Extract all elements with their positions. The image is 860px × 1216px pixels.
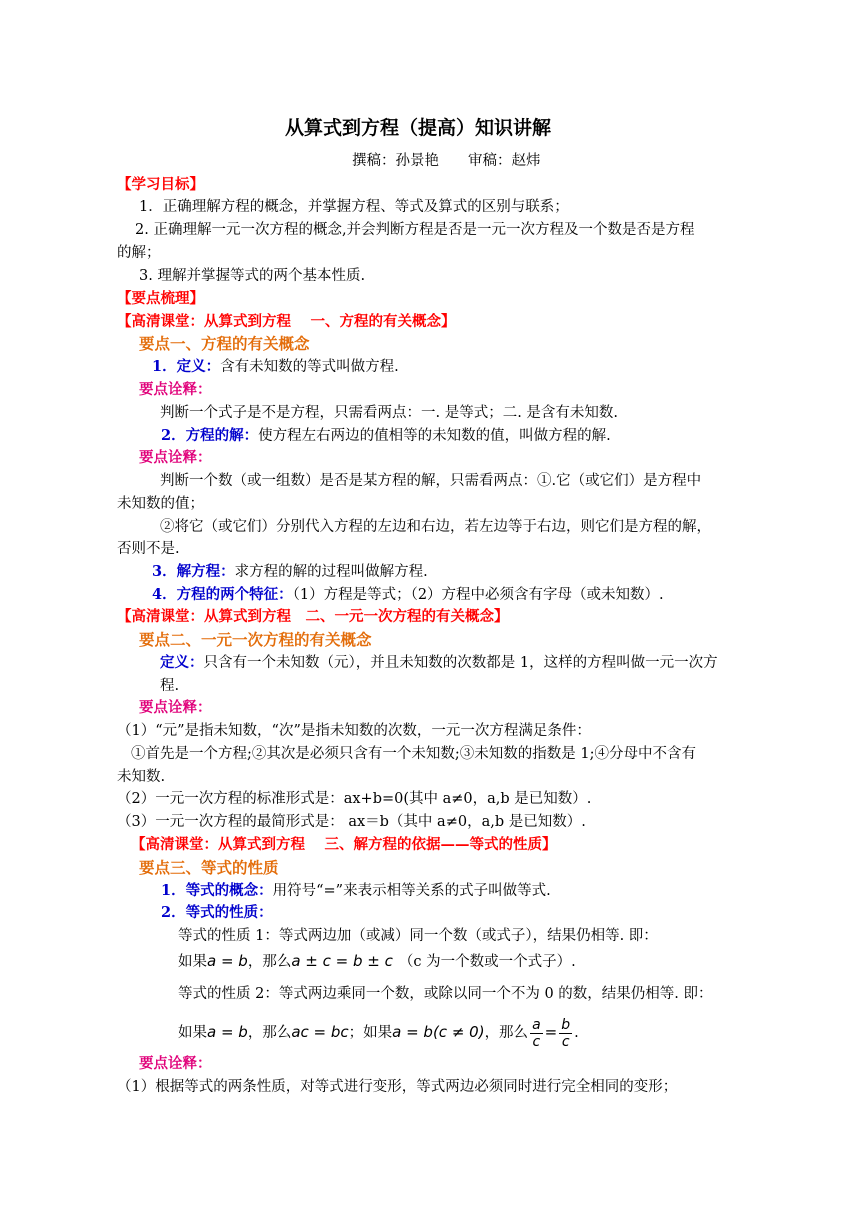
fraction-a-denominator: c bbox=[532, 1033, 541, 1050]
note-2-text-a: 判断一个数（或一组数）是否是某方程的解，只需看两点：①.它（或它们）是方程中 bbox=[160, 473, 702, 489]
fraction-b-numerator: b bbox=[561, 1016, 571, 1033]
rule-2-then: ，那么 bbox=[247, 1025, 292, 1041]
note-3-item-1-cont: ①首先是一个方程;②其次是必须只含有一个未知数;③未知数的指数是 1;④分母中不含有 bbox=[131, 746, 696, 762]
solve-text: 求方程的解的过程叫做解方程. bbox=[234, 564, 428, 580]
rule-2-prefix: 如果 bbox=[178, 1025, 207, 1041]
note-2-text-d: 否则不是. bbox=[117, 541, 180, 557]
rule-1-prefix: 如果 bbox=[178, 954, 207, 970]
equality-properties-line bbox=[161, 902, 273, 924]
rule-2-end: . bbox=[574, 1025, 579, 1041]
goal-2: 2. 正确理解一元一次方程的概念,并会判断方程是否是一元一次方程及一个数是否是方程 bbox=[135, 222, 695, 238]
linear-definition-cont: 程. bbox=[160, 678, 180, 694]
linear-definition-line bbox=[160, 652, 718, 674]
definition-line bbox=[152, 356, 399, 378]
page-title: 从算式到方程（提高）知识讲解 bbox=[285, 117, 552, 139]
note-4-item-1: （1）根据等式的两条性质，对等式进行变形，等式两边必须同时进行完全相同的变形； bbox=[117, 1079, 678, 1095]
note-2-text-b: 未知数的值； bbox=[117, 496, 204, 512]
property-2-rule bbox=[178, 1012, 579, 1053]
rule-1-result: a ± c = b ± c bbox=[291, 952, 393, 970]
goal-3: 3. 理解并掌握等式的两个基本性质. bbox=[139, 268, 366, 284]
note-label-1: 要点诠释： bbox=[139, 381, 212, 398]
equals-sign: = bbox=[544, 1023, 558, 1041]
definition-label: 1．定义： bbox=[152, 358, 221, 375]
rule-2-condition-2: a = b(c ≠ 0) bbox=[392, 1023, 485, 1041]
authors: 撰稿：孙景艳 审稿：赵炜 bbox=[352, 153, 541, 169]
fraction-b-over-c bbox=[559, 1017, 572, 1050]
section-learning-goals: 【学习目标】 bbox=[117, 176, 204, 193]
note-1-text: 判断一个式子是不是方程，只需看两点：一. 是等式；二. 是含有未知数. bbox=[160, 405, 619, 421]
property-2-text: 等式的性质 2：等式两边乘同一个数，或除以同一个不为 0 的数，结果仍相等. 即： bbox=[178, 986, 713, 1002]
hd-class-note-2: 【高清课堂：从算式到方程 二、一元一次方程的有关概念】 bbox=[117, 608, 509, 625]
fraction-b-denominator: c bbox=[561, 1033, 570, 1050]
solve-label: 3．解方程： bbox=[152, 563, 235, 580]
fraction-a-over-c bbox=[530, 1017, 543, 1050]
equality-concept-line bbox=[161, 880, 551, 902]
features-label: 4．方程的两个特征： bbox=[152, 586, 293, 603]
linear-definition-label: 定义： bbox=[160, 654, 204, 671]
property-1-text: 等式的性质 1：等式两边加（或减）同一个数（或式子），结果仍相等. 即： bbox=[178, 928, 658, 944]
note-2-text-c: ②将它（或它们）分别代入方程的左边和右边，若左边等于右边，则它们是方程的解， bbox=[160, 519, 711, 535]
features-line bbox=[152, 584, 664, 606]
note-label-3: 要点诠释： bbox=[139, 699, 212, 716]
key-point-2-heading: 要点二、一元一次方程的有关概念 bbox=[139, 630, 372, 649]
note-3-item-1-cont2: 未知数. bbox=[117, 769, 166, 785]
key-point-1-heading: 要点一、方程的有关概念 bbox=[139, 334, 310, 353]
solution-line bbox=[161, 425, 611, 447]
hd-class-note-3: 【高清课堂：从算式到方程 三、解方程的依据——等式的性质】 bbox=[131, 836, 557, 853]
features-text: （1）方程是等式；（2）方程中必须含有字母（或未知数）. bbox=[292, 587, 664, 603]
equality-concept-text: 用符号“=”来表示相等关系的式子叫做等式. bbox=[272, 883, 551, 899]
linear-definition-text: 只含有一个未知数（元），并且未知数的次数都是 1，这样的方程叫做一元一次方 bbox=[203, 655, 718, 671]
note-3-item-1: （1）“元”是指未知数，“次”是指未知数的次数，一元一次方程满足条件： bbox=[117, 723, 591, 739]
note-3-item-3: （3）一元一次方程的最简形式是： ax＝b（其中 a≠0，a,b 是已知数）. bbox=[117, 814, 586, 830]
goal-1: 1．正确理解方程的概念，并掌握方程、等式及算式的区别与联系； bbox=[139, 199, 569, 215]
rule-2-then-2: ，那么 bbox=[484, 1025, 529, 1041]
fraction-a-numerator: a bbox=[532, 1016, 541, 1033]
rule-2-if: ；如果 bbox=[348, 1025, 393, 1041]
hd-class-note-1: 【高清课堂：从算式到方程 一、方程的有关概念】 bbox=[117, 313, 456, 330]
goal-2-cont: 的解； bbox=[117, 245, 161, 261]
rule-1-note: （c 为一个数或一个式子）. bbox=[398, 954, 576, 970]
rule-1-then: ，那么 bbox=[247, 954, 292, 970]
solution-label: 2．方程的解： bbox=[161, 427, 259, 444]
solve-line bbox=[152, 561, 428, 583]
property-1-rule bbox=[178, 950, 576, 973]
rule-1-condition: a = b bbox=[207, 952, 248, 970]
note-label-2: 要点诠释： bbox=[139, 449, 212, 466]
definition-text: 含有未知数的等式叫做方程. bbox=[220, 359, 399, 375]
rule-2-condition: a = b bbox=[207, 1023, 248, 1041]
rule-2-result: ac = bc bbox=[291, 1023, 349, 1041]
solution-text: 使方程左右两边的值相等的未知数的值，叫做方程的解. bbox=[258, 428, 611, 444]
note-label-4: 要点诠释： bbox=[139, 1055, 212, 1072]
note-3-item-2: （2）一元一次方程的标准形式是：ax+b=0(其中 a≠0，a,b 是已知数）. bbox=[117, 791, 592, 807]
equality-properties-label: 2．等式的性质： bbox=[161, 904, 273, 921]
key-point-3-heading: 要点三、等式的性质 bbox=[139, 858, 279, 877]
section-key-points: 【要点梳理】 bbox=[117, 290, 204, 307]
equality-concept-label: 1．等式的概念： bbox=[161, 882, 273, 899]
